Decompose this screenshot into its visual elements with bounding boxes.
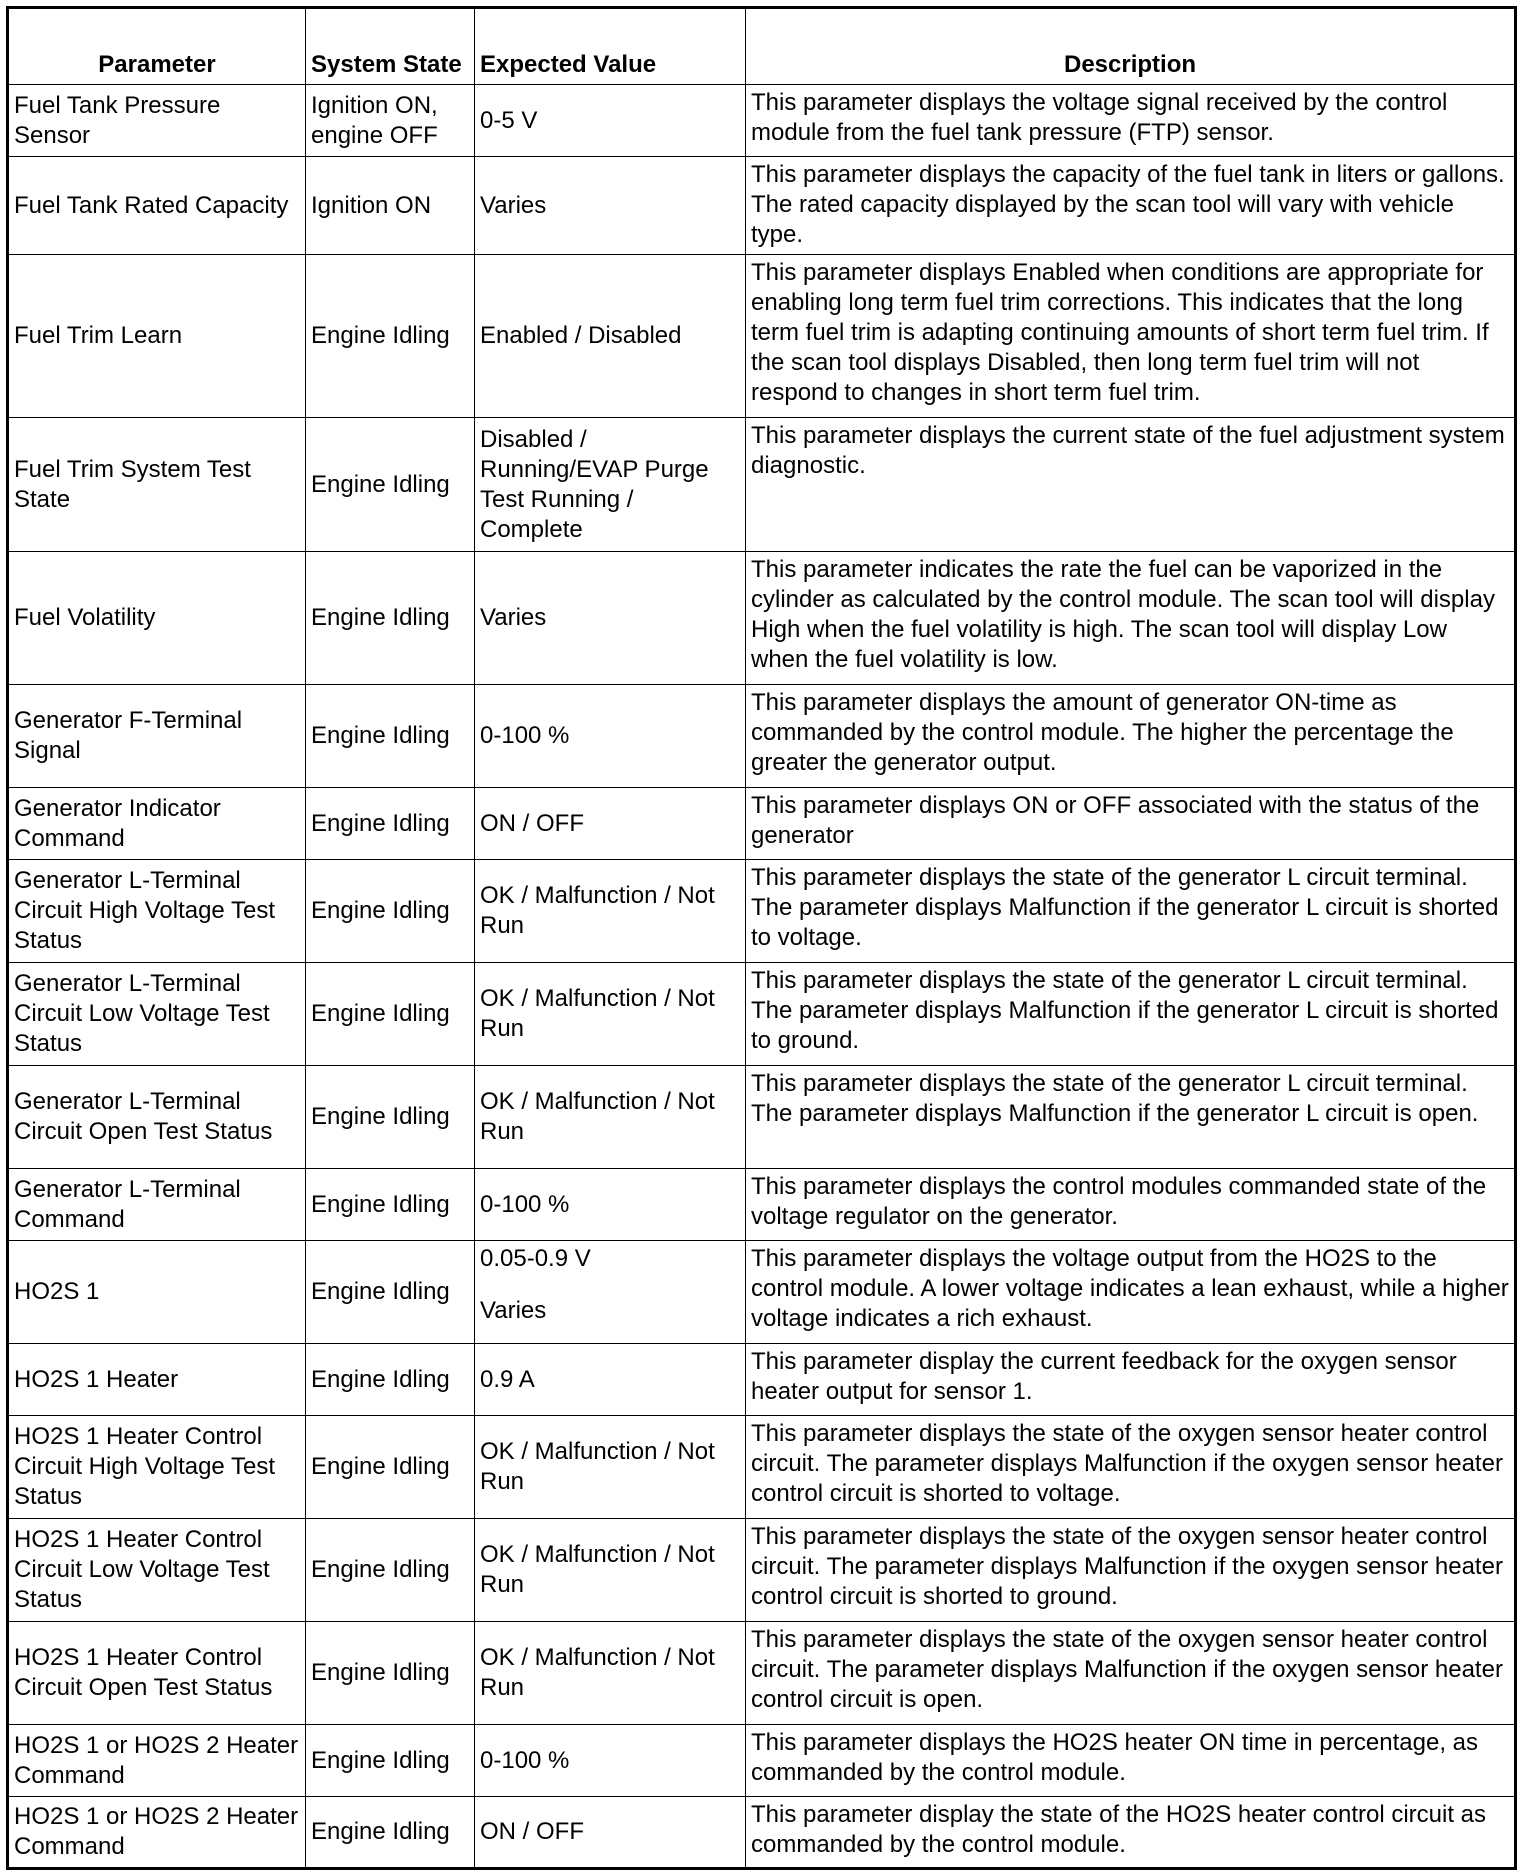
table-row	[8, 255, 1516, 418]
cell-description: This parameter displays the state of the oxygen sensor heater control circuit. The parameter displays Malfunction if the oxygen sensor heater control circuit is shorted to ground.	[746, 1519, 1516, 1622]
cell-expected-value: 0-100 %	[475, 685, 746, 788]
table-row	[8, 1169, 1516, 1241]
cell-system-state: Engine Idling	[306, 1797, 475, 1869]
cell-system-state: Engine Idling	[306, 860, 475, 963]
expected-value-spacer	[480, 1274, 740, 1296]
cell-description: This parameter displays the HO2S heater ON time in percentage, as commanded by the control module.	[746, 1725, 1516, 1797]
table-row	[8, 418, 1516, 552]
cell-expected-value: 0.9 A	[475, 1344, 746, 1416]
cell-expected-value: OK / Malfunction / Not Run	[475, 1066, 746, 1169]
cell-system-state: Engine Idling	[306, 418, 475, 552]
cell-parameter: HO2S 1 Heater Control Circuit High Voltage Test Status	[8, 1416, 306, 1519]
cell-expected-value: ON / OFF	[475, 1797, 746, 1869]
table-row	[8, 860, 1516, 963]
table-row	[8, 157, 1516, 255]
cell-system-state: Engine Idling	[306, 1519, 475, 1622]
cell-parameter: HO2S 1 Heater Control Circuit Low Voltage Test Status	[8, 1519, 306, 1622]
cell-parameter: Generator L-Terminal Circuit High Voltage Test Status	[8, 860, 306, 963]
cell-parameter: HO2S 1 or HO2S 2 Heater Command	[8, 1797, 306, 1869]
table-row	[8, 1416, 1516, 1519]
cell-description: This parameter displays the state of the generator L circuit terminal. The parameter displays Malfunction if the generator L circuit is shorted to voltage.	[746, 860, 1516, 963]
table-row	[8, 1344, 1516, 1416]
cell-parameter: Fuel Trim System Test State	[8, 418, 306, 552]
cell-description: This parameter displays ON or OFF associated with the status of the generator	[746, 788, 1516, 860]
cell-description: This parameter displays the amount of generator ON-time as commanded by the control module. The higher the percentage the greater the generator output.	[746, 685, 1516, 788]
cell-description: This parameter indicates the rate the fuel can be vaporized in the cylinder as calculated by the control module. The scan tool will display High when the fuel volatility is high. The scan tool will display Low when the fuel volatility is low.	[746, 552, 1516, 685]
table-row	[8, 685, 1516, 788]
cell-expected-value: Varies	[475, 552, 746, 685]
cell-expected-value: OK / Malfunction / Not Run	[475, 1416, 746, 1519]
cell-system-state: Engine Idling	[306, 1169, 475, 1241]
cell-system-state: Engine Idling	[306, 1416, 475, 1519]
table-row	[8, 1725, 1516, 1797]
cell-parameter: Generator Indicator Command	[8, 788, 306, 860]
cell-expected-value: ON / OFF	[475, 788, 746, 860]
cell-description: This parameter display the current feedback for the oxygen sensor heater output for sensor 1.	[746, 1344, 1516, 1416]
expected-value-primary: 0.05-0.9 V	[480, 1245, 591, 1272]
cell-expected-value: OK / Malfunction / Not Run	[475, 1519, 746, 1622]
cell-description: This parameter displays the voltage signal received by the control module from the fuel tank pressure (FTP) sensor.	[746, 85, 1516, 157]
parameter-table-container	[6, 6, 1517, 1870]
cell-parameter: Generator L-Terminal Command	[8, 1169, 306, 1241]
table-row	[8, 1241, 1516, 1344]
table-row	[8, 552, 1516, 685]
cell-expected-value: OK / Malfunction / Not Run	[475, 860, 746, 963]
table-row	[8, 963, 1516, 1066]
table-row	[8, 1797, 1516, 1869]
cell-system-state: Ignition ON	[306, 157, 475, 255]
cell-parameter: HO2S 1 Heater	[8, 1344, 306, 1416]
cell-system-state: Engine Idling	[306, 963, 475, 1066]
cell-description: This parameter displays the state of the generator L circuit terminal. The parameter displays Malfunction if the generator L circuit is shorted to ground.	[746, 963, 1516, 1066]
cell-description: This parameter displays the state of the oxygen sensor heater control circuit. The parameter displays Malfunction if the oxygen sensor heater control circuit is shorted to voltage.	[746, 1416, 1516, 1519]
cell-expected-value: 0-100 %	[475, 1725, 746, 1797]
cell-expected-value: Enabled / Disabled	[475, 255, 746, 418]
table-row	[8, 1066, 1516, 1169]
cell-system-state: Engine Idling	[306, 1725, 475, 1797]
cell-expected-value: 0-5 V	[475, 85, 746, 157]
cell-system-state: Ignition ON, engine OFF	[306, 85, 475, 157]
header-expected-value: Expected Value	[475, 8, 746, 85]
header-description: Description	[746, 8, 1516, 85]
cell-parameter: Fuel Trim Learn	[8, 255, 306, 418]
header-parameter: Parameter	[8, 8, 306, 85]
cell-system-state: Engine Idling	[306, 1622, 475, 1725]
cell-description: This parameter displays the current state of the fuel adjustment system diagnostic.	[746, 418, 1516, 552]
cell-description: This parameter displays Enabled when conditions are appropriate for enabling long term fuel trim corrections. This indicates that the long term fuel trim is adapting continuing amounts of short term fuel trim. If the scan tool displays Disabled, then long term fuel trim will not respond to changes in short term fuel trim.	[746, 255, 1516, 418]
cell-expected-value: OK / Malfunction / Not Run	[475, 963, 746, 1066]
cell-description: This parameter displays the state of the oxygen sensor heater control circuit. The parameter displays Malfunction if the oxygen sensor heater control circuit is open.	[746, 1622, 1516, 1725]
cell-parameter: Generator F-Terminal Signal	[8, 685, 306, 788]
table-row	[8, 1519, 1516, 1622]
cell-parameter: Fuel Tank Pressure Sensor	[8, 85, 306, 157]
table-row	[8, 788, 1516, 860]
cell-system-state: Engine Idling	[306, 255, 475, 418]
cell-description: This parameter display the state of the HO2S heater control circuit as commanded by the control module.	[746, 1797, 1516, 1869]
cell-system-state: Engine Idling	[306, 552, 475, 685]
cell-expected-value	[475, 1241, 746, 1344]
table-row	[8, 85, 1516, 157]
cell-system-state: Engine Idling	[306, 685, 475, 788]
cell-expected-value: OK / Malfunction / Not Run	[475, 1622, 746, 1725]
table-header-row	[8, 8, 1516, 85]
cell-expected-value: 0-100 %	[475, 1169, 746, 1241]
cell-parameter: HO2S 1 or HO2S 2 Heater Command	[8, 1725, 306, 1797]
cell-expected-value: Disabled / Running/EVAP Purge Test Running / Complete	[475, 418, 746, 552]
cell-system-state: Engine Idling	[306, 1241, 475, 1344]
table-row	[8, 1622, 1516, 1725]
header-system-state: System State	[306, 8, 475, 85]
cell-parameter: HO2S 1	[8, 1241, 306, 1344]
cell-parameter: Fuel Volatility	[8, 552, 306, 685]
cell-description: This parameter displays the control modules commanded state of the voltage regulator on the generator.	[746, 1169, 1516, 1241]
cell-system-state: Engine Idling	[306, 1344, 475, 1416]
expected-value-secondary: Varies	[480, 1297, 547, 1324]
cell-parameter: Fuel Tank Rated Capacity	[8, 157, 306, 255]
cell-system-state: Engine Idling	[306, 1066, 475, 1169]
parameter-table	[6, 6, 1517, 1870]
cell-parameter: Generator L-Terminal Circuit Low Voltage Test Status	[8, 963, 306, 1066]
cell-description: This parameter displays the capacity of the fuel tank in liters or gallons. The rated capacity displayed by the scan tool will vary with vehicle type.	[746, 157, 1516, 255]
cell-system-state: Engine Idling	[306, 788, 475, 860]
cell-parameter: HO2S 1 Heater Control Circuit Open Test Status	[8, 1622, 306, 1725]
cell-expected-value: Varies	[475, 157, 746, 255]
cell-description: This parameter displays the state of the generator L circuit terminal. The parameter displays Malfunction if the generator L circuit is open.	[746, 1066, 1516, 1169]
cell-description: This parameter displays the voltage output from the HO2S to the control module. A lower voltage indicates a lean exhaust, while a higher voltage indicates a rich exhaust.	[746, 1241, 1516, 1344]
cell-parameter: Generator L-Terminal Circuit Open Test Status	[8, 1066, 306, 1169]
